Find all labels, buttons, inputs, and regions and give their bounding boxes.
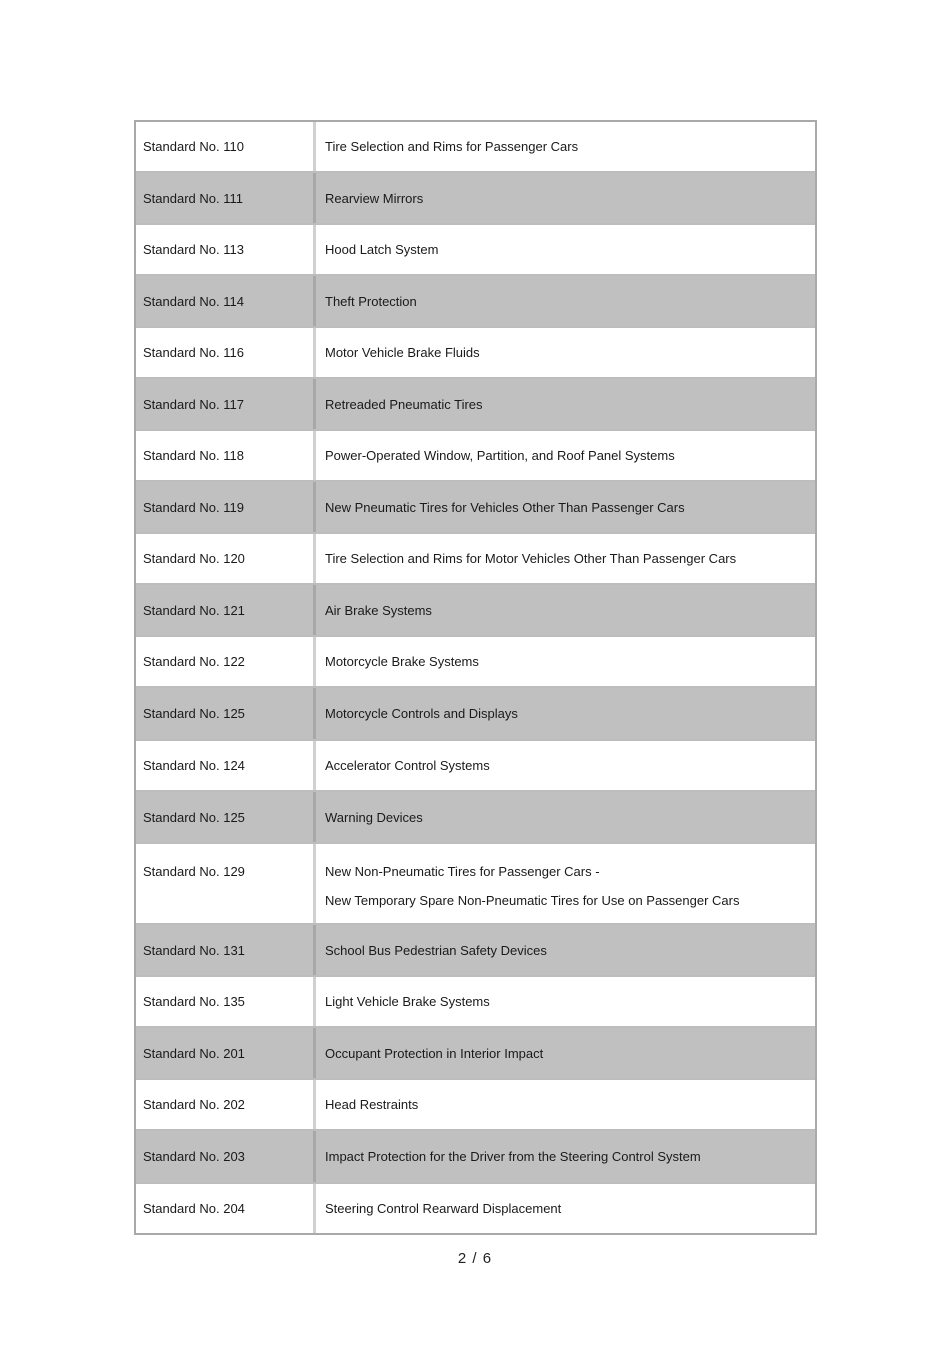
standard-title-text: Retreaded Pneumatic Tires <box>325 396 483 412</box>
standard-title-text: Light Vehicle Brake Systems <box>325 994 490 1009</box>
standard-title-text: Motor Vehicle Brake Fluids <box>325 345 480 360</box>
standard-title <box>316 1080 815 1129</box>
standard-number: Standard No. 114 <box>136 276 316 326</box>
table-row <box>136 379 815 431</box>
standard-title <box>316 1184 815 1233</box>
standard-number: Standard No. 111 <box>136 173 316 223</box>
standard-number: Standard No. 118 <box>136 431 316 480</box>
standard-number: Standard No. 124 <box>136 741 316 790</box>
standard-title <box>316 925 815 975</box>
standard-number: Standard No. 201 <box>136 1028 316 1078</box>
standard-title <box>316 688 815 739</box>
standard-title <box>316 1028 815 1078</box>
standard-title <box>316 792 815 842</box>
standard-title-text: Impact Protection for the Driver from the Steering Control System <box>325 1149 701 1164</box>
table-row <box>136 431 815 482</box>
standard-number: Standard No. 129 <box>136 844 316 923</box>
standard-number: Standard No. 135 <box>136 977 316 1026</box>
table-row <box>136 1131 815 1184</box>
standard-title-text: Head Restraints <box>325 1097 419 1112</box>
standard-number: Standard No. 121 <box>136 585 316 635</box>
standard-title-text: School Bus Pedestrian Safety Devices <box>325 942 547 958</box>
standard-number: Standard No. 110 <box>136 122 316 171</box>
standard-title-text: Warning Devices <box>325 809 423 825</box>
standard-number: Standard No. 202 <box>136 1080 316 1129</box>
standard-number: Standard No. 203 <box>136 1131 316 1182</box>
standard-title <box>316 122 815 171</box>
standard-title-text: Occupant Protection in Interior Impact <box>325 1045 544 1061</box>
table-row <box>136 328 815 379</box>
standard-title-text: Motorcycle Controls and Displays <box>325 706 518 721</box>
standard-number: Standard No. 120 <box>136 534 316 583</box>
standard-title-text: Tire Selection and Rims for Passenger Cars <box>325 139 579 154</box>
table-row <box>136 1184 815 1233</box>
standard-title-text: Steering Control Rearward Displacement <box>325 1201 562 1216</box>
table-row <box>136 122 815 173</box>
standard-title <box>316 173 815 223</box>
standard-title-text: Theft Protection <box>325 293 417 309</box>
table-row <box>136 1028 815 1080</box>
table-row <box>136 925 815 977</box>
standard-title <box>316 585 815 635</box>
standard-title-text: Tire Selection and Rims for Motor Vehicles Other Than Passenger Cars <box>325 551 737 566</box>
table-row <box>136 977 815 1028</box>
standards-table <box>134 120 817 1235</box>
standard-number: Standard No. 117 <box>136 379 316 429</box>
standard-title-text: New Non-Pneumatic Tires for Passenger Cars - <box>325 864 600 879</box>
table-row <box>136 225 815 276</box>
standard-title-text: New Pneumatic Tires for Vehicles Other Than Passenger Cars <box>325 499 685 515</box>
standard-title <box>316 844 815 923</box>
standard-title <box>316 1131 815 1182</box>
standard-title <box>316 276 815 326</box>
standard-number: Standard No. 113 <box>136 225 316 274</box>
table-row <box>136 482 815 534</box>
standard-title-text: Rearview Mirrors <box>325 190 424 206</box>
table-row <box>136 276 815 328</box>
standard-title <box>316 379 815 429</box>
standard-title <box>316 977 815 1026</box>
standard-number: Standard No. 122 <box>136 637 316 686</box>
standard-title-text: Air Brake Systems <box>325 602 432 618</box>
table-row <box>136 844 815 925</box>
standard-title-text: Hood Latch System <box>325 242 439 257</box>
standard-number: Standard No. 125 <box>136 688 316 739</box>
standard-title <box>316 328 815 377</box>
table-row <box>136 688 815 741</box>
standard-title-text: Accelerator Control Systems <box>325 758 490 773</box>
table-row <box>136 585 815 637</box>
standard-title-text: Power-Operated Window, Partition, and Roof Panel Systems <box>325 448 675 463</box>
page-indicator: 2 / 6 <box>457 1250 493 1267</box>
standard-title <box>316 431 815 480</box>
table-row <box>136 792 815 844</box>
standard-title <box>316 482 815 532</box>
standard-number: Standard No. 131 <box>136 925 316 975</box>
standard-title <box>316 637 815 686</box>
table-row <box>136 534 815 585</box>
standard-title <box>316 225 815 274</box>
standard-title-text-line2: New Temporary Spare Non-Pneumatic Tires for Use on Passenger Cars <box>325 893 740 908</box>
standard-title-text: Motorcycle Brake Systems <box>325 654 479 669</box>
table-row <box>136 1080 815 1131</box>
table-row <box>136 637 815 688</box>
standard-title <box>316 741 815 790</box>
standard-number: Standard No. 116 <box>136 328 316 377</box>
standard-number: Standard No. 204 <box>136 1184 316 1233</box>
table-row <box>136 741 815 792</box>
standard-number: Standard No. 125 <box>136 792 316 842</box>
table-row <box>136 173 815 225</box>
standard-title <box>316 534 815 583</box>
standard-number: Standard No. 119 <box>136 482 316 532</box>
